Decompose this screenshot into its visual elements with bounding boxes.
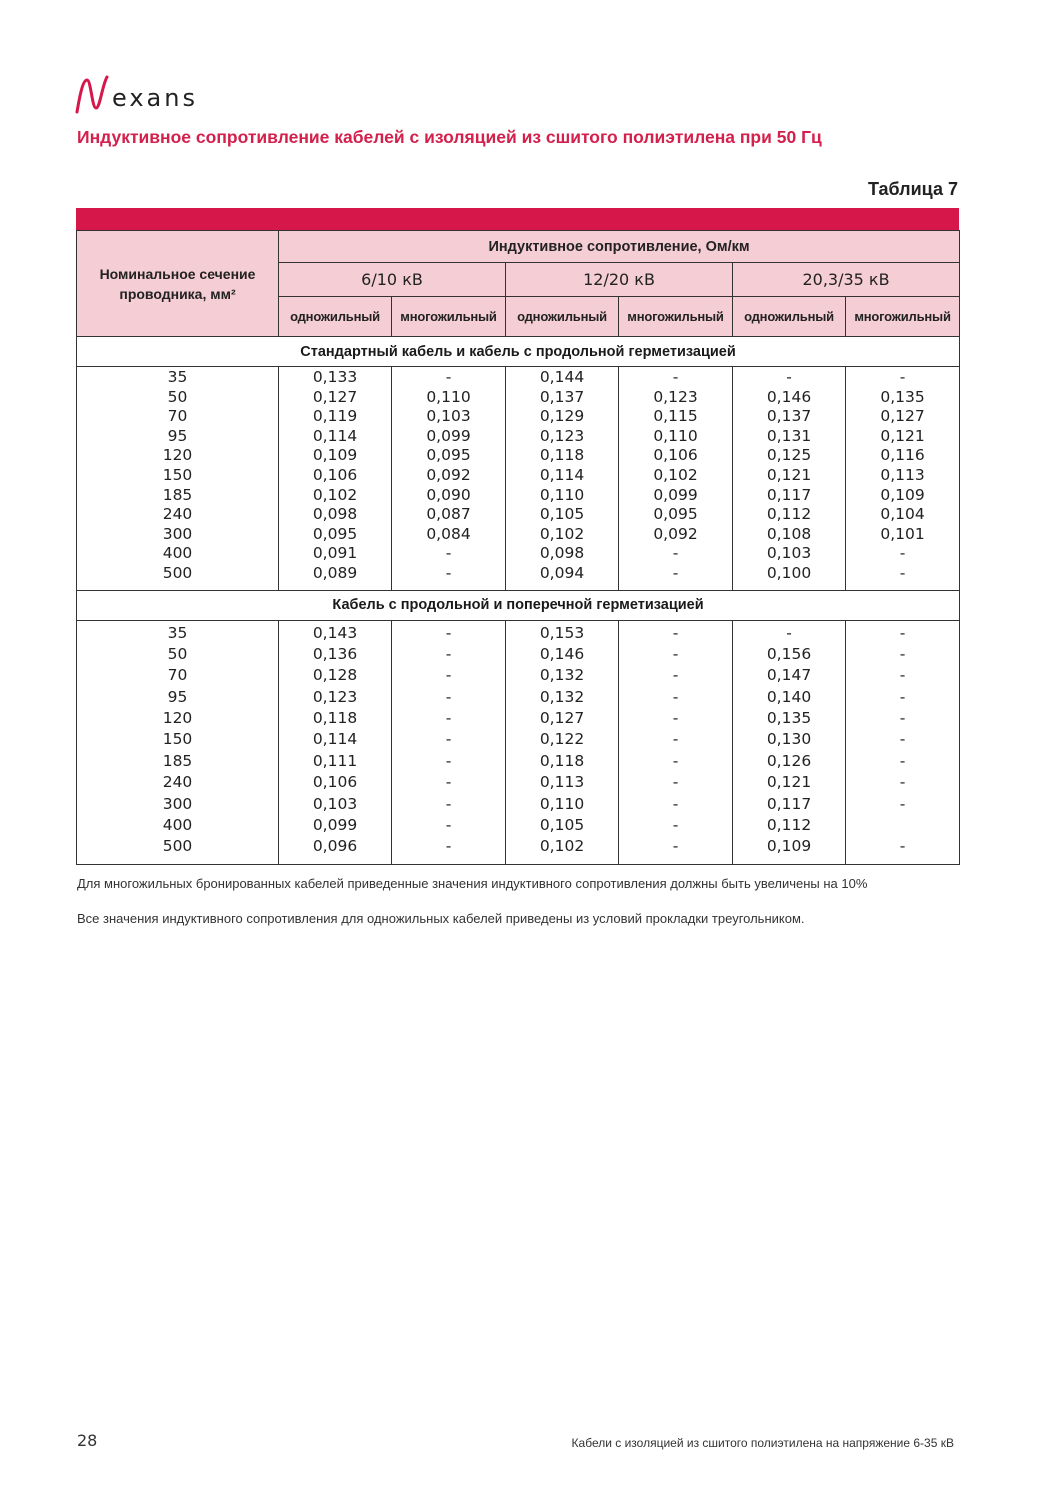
- header-inductive: Индуктивное сопротивление, Ом/км: [279, 231, 960, 263]
- header-type: многожильный: [392, 297, 506, 337]
- table-cell: 0,125: [766, 446, 812, 465]
- table-cell: 0,110: [426, 387, 471, 406]
- table-cell: 0,102: [312, 485, 358, 504]
- table-cell: -: [445, 644, 452, 663]
- table-cell: 0,110: [539, 794, 585, 813]
- section-title: Кабель с продольной и поперечной герметизацией: [77, 590, 960, 620]
- table-cell: 0,109: [880, 485, 925, 504]
- table-cell: 95: [167, 687, 188, 706]
- table-cell: -: [445, 687, 452, 706]
- table-cell: 0,110: [653, 426, 698, 445]
- table-cell: 300: [162, 794, 193, 813]
- values-column: [619, 620, 733, 864]
- nexans-logo: [74, 70, 198, 114]
- table-cell: 0,103: [766, 544, 812, 563]
- table-cell: 0,109: [766, 837, 812, 856]
- header-type: одножильный: [279, 297, 392, 337]
- table-cell: 0,121: [766, 465, 812, 484]
- table-cell: 240: [162, 773, 193, 792]
- table-cell: 0,099: [653, 485, 698, 504]
- page-number: 28: [77, 1431, 98, 1450]
- table-cell: -: [672, 623, 679, 642]
- header-voltage: 12/20 кВ: [506, 263, 733, 297]
- table-cell: 50: [167, 387, 188, 406]
- table-cell: 0,122: [539, 730, 585, 749]
- table-cell: 0,147: [766, 666, 812, 685]
- table-cell: 0,106: [312, 773, 358, 792]
- table-cell: 0,146: [539, 644, 585, 663]
- table-cell: 0,112: [766, 816, 812, 835]
- table-cell: 0,135: [766, 709, 812, 728]
- table-cell: 0,114: [312, 730, 358, 749]
- table-cell: 0,143: [312, 623, 358, 642]
- table-cell: -: [672, 751, 679, 770]
- values-column: [392, 620, 506, 864]
- page-title: Индуктивное сопротивление кабелей с изоляцией из сшитого полиэтилена при 50 Гц: [77, 127, 822, 147]
- table-cell: 0,102: [539, 837, 585, 856]
- table-cell: 0,144: [539, 368, 585, 386]
- table-cell: 35: [167, 623, 188, 642]
- table-cell: 0,095: [653, 505, 698, 524]
- header-type: многожильный: [846, 297, 960, 337]
- header-voltage: 6/10 кВ: [279, 263, 506, 297]
- table-cell: -: [445, 816, 452, 835]
- table-cell: 0,096: [312, 837, 358, 856]
- header-voltage: 20,3/35 кВ: [733, 263, 960, 297]
- table-cell: 0,103: [312, 794, 358, 813]
- table-cell: 0,101: [880, 524, 925, 543]
- table-cell: 0,110: [539, 485, 585, 504]
- table-cell: 0,117: [766, 485, 812, 504]
- table-cell: -: [672, 709, 679, 728]
- table-cell: 0,123: [653, 387, 698, 406]
- note-armored: Для многожильных бронированных кабелей приведенные значения индуктивного сопротивления должны быть увеличены на 10%: [77, 876, 868, 891]
- values-column: [733, 620, 846, 864]
- table-row: [77, 367, 960, 591]
- table-cell: 70: [167, 666, 188, 685]
- table-cell: -: [672, 837, 679, 856]
- table-cell: 0,117: [766, 794, 812, 813]
- table-cell: -: [445, 837, 452, 856]
- table-cell: -: [899, 773, 906, 792]
- table-cell: 0,098: [539, 544, 585, 563]
- table-cell: -: [899, 623, 906, 642]
- table-cell: 0,128: [312, 666, 358, 685]
- table-cell: 0,156: [766, 644, 812, 663]
- inductance-table: [76, 230, 960, 865]
- table-cell: 0,121: [766, 773, 812, 792]
- table-cell: 0,113: [539, 773, 585, 792]
- table-cell: 0,130: [766, 730, 812, 749]
- table-cell: -: [445, 751, 452, 770]
- table-cell: 50: [167, 644, 188, 663]
- table-cell: -: [672, 773, 679, 792]
- table-cell: -: [445, 730, 452, 749]
- values-column: [846, 620, 960, 864]
- table-cell: -: [899, 709, 906, 728]
- table-cell: 35: [167, 368, 188, 386]
- table-cell: 0,135: [880, 387, 925, 406]
- table-cell: 0,106: [312, 465, 358, 484]
- table-cell: 70: [167, 407, 188, 426]
- table-cell: 0,123: [312, 687, 358, 706]
- table-cell: 0,106: [653, 446, 698, 465]
- table-cell: 0,114: [539, 465, 585, 484]
- header-type: многожильный: [619, 297, 733, 337]
- table-cell: -: [672, 816, 679, 835]
- table-cell: 500: [162, 563, 193, 582]
- table-cell: 0,087: [426, 505, 471, 524]
- table-cell: -: [672, 368, 679, 386]
- table-cell: 0,133: [312, 368, 358, 386]
- header-section: Номинальное сечение проводника, мм²: [77, 231, 279, 337]
- table-cell: 0,118: [312, 709, 358, 728]
- table-cell: [846, 815, 959, 836]
- table-cell: -: [672, 544, 679, 563]
- table-cell: -: [445, 773, 452, 792]
- table-cell: 0,103: [426, 407, 471, 426]
- table-cell: 120: [162, 709, 193, 728]
- table-top-bar: [76, 208, 959, 230]
- table-cell: 0,136: [312, 644, 358, 663]
- values-column: [619, 367, 733, 591]
- table-cell: -: [445, 666, 452, 685]
- values-column: [279, 620, 392, 864]
- table-cell: -: [899, 563, 906, 582]
- table-cell: -: [672, 644, 679, 663]
- table-cell: 0,102: [653, 465, 698, 484]
- table-cell: 0,109: [312, 446, 358, 465]
- note-single-core: Все значения индуктивного сопротивления для одножильных кабелей приведены из условий прокладки треугольником.: [77, 911, 805, 926]
- table-cell: 0,116: [880, 446, 925, 465]
- table-cell: 0,140: [766, 687, 812, 706]
- table-cell: 0,121: [880, 426, 925, 445]
- values-column: [846, 367, 960, 591]
- table-cell: 0,118: [539, 446, 585, 465]
- table-cell: -: [899, 368, 906, 386]
- header-type: одножильный: [506, 297, 619, 337]
- table-cell: 0,146: [766, 387, 812, 406]
- table-cell: 185: [162, 485, 193, 504]
- table-cell: 0,094: [539, 563, 585, 582]
- logo-text: exans: [112, 84, 198, 112]
- table-cell: 0,095: [426, 446, 471, 465]
- table-cell: 300: [162, 524, 193, 543]
- table-cell: -: [899, 644, 906, 663]
- table-cell: 0,114: [312, 426, 358, 445]
- table-cell: -: [899, 544, 906, 563]
- table-cell: 0,127: [539, 709, 585, 728]
- table-cell: 185: [162, 751, 193, 770]
- table-cell: 0,104: [880, 505, 925, 524]
- table-cell: 0,127: [312, 387, 358, 406]
- table-cell: 0,131: [766, 426, 812, 445]
- table-row: [77, 620, 960, 864]
- table-cell: 400: [162, 544, 193, 563]
- table-cell: -: [899, 666, 906, 685]
- table-cell: 0,119: [312, 407, 358, 426]
- table-cell: 0,102: [539, 524, 585, 543]
- table-cell: 0,095: [312, 524, 358, 543]
- table-cell: 0,137: [766, 407, 812, 426]
- table-cell: -: [786, 623, 792, 642]
- table-cell: 0,127: [880, 407, 925, 426]
- table-cell: -: [899, 837, 906, 856]
- table-cell: 0,112: [766, 505, 812, 524]
- table-cell: 0,132: [539, 666, 585, 685]
- table-cell: 0,132: [539, 687, 585, 706]
- table-cell: -: [672, 687, 679, 706]
- table-cell: 0,100: [766, 563, 812, 582]
- table-cell: -: [672, 730, 679, 749]
- values-column: [77, 367, 279, 591]
- table-cell: -: [445, 794, 452, 813]
- table-cell: 95: [167, 426, 188, 445]
- header-type: одножильный: [733, 297, 846, 337]
- table-cell: -: [672, 794, 679, 813]
- table-cell: -: [445, 563, 452, 582]
- footer-text: Кабели с изоляцией из сшитого полиэтилена на напряжение 6-35 кВ: [571, 1436, 954, 1450]
- values-column: [506, 367, 619, 591]
- table-cell: 0,092: [653, 524, 698, 543]
- table-cell: 0,089: [312, 563, 358, 582]
- table-cell: -: [899, 751, 906, 770]
- table-cell: 0,137: [539, 387, 585, 406]
- table-cell: -: [899, 730, 906, 749]
- table-cell: 0,123: [539, 426, 585, 445]
- table-cell: 0,129: [539, 407, 585, 426]
- table-cell: -: [445, 623, 452, 642]
- table-cell: 0,091: [312, 544, 358, 563]
- table-cell: -: [672, 563, 679, 582]
- values-column: [506, 620, 619, 864]
- table-cell: 0,099: [426, 426, 471, 445]
- table-cell: 0,111: [312, 751, 358, 770]
- table-cell: -: [672, 666, 679, 685]
- table-cell: -: [445, 709, 452, 728]
- table-cell: 0,113: [880, 465, 925, 484]
- table-cell: 150: [162, 730, 193, 749]
- table-cell: -: [899, 687, 906, 706]
- values-column: [77, 620, 279, 864]
- table-cell: 400: [162, 816, 193, 835]
- table-cell: 0,153: [539, 623, 585, 642]
- table-label: Таблица 7: [867, 179, 958, 199]
- table-cell: 0,084: [426, 524, 471, 543]
- table-cell: 0,108: [766, 524, 812, 543]
- table-cell: 0,105: [539, 816, 585, 835]
- nexans-logo-mark-icon: [74, 74, 110, 114]
- table-cell: -: [786, 368, 792, 386]
- table-cell: 0,090: [426, 485, 471, 504]
- table-cell: 0,126: [766, 751, 812, 770]
- table-cell: -: [445, 368, 452, 386]
- table-cell: 500: [162, 837, 193, 856]
- table-cell: 0,092: [426, 465, 471, 484]
- section-title: Стандартный кабель и кабель с продольной герметизацией: [77, 337, 960, 367]
- table-cell: 0,115: [653, 407, 698, 426]
- table-cell: -: [899, 794, 906, 813]
- table-cell: 120: [162, 446, 193, 465]
- values-column: [279, 367, 392, 591]
- table-cell: 0,105: [539, 505, 585, 524]
- table-cell: -: [445, 544, 452, 563]
- table-cell: 0,099: [312, 816, 358, 835]
- table-cell: 0,098: [312, 505, 358, 524]
- values-column: [733, 367, 846, 591]
- table-cell: 240: [162, 505, 193, 524]
- table-cell: 0,118: [539, 751, 585, 770]
- values-column: [392, 367, 506, 591]
- table-cell: 150: [162, 465, 193, 484]
